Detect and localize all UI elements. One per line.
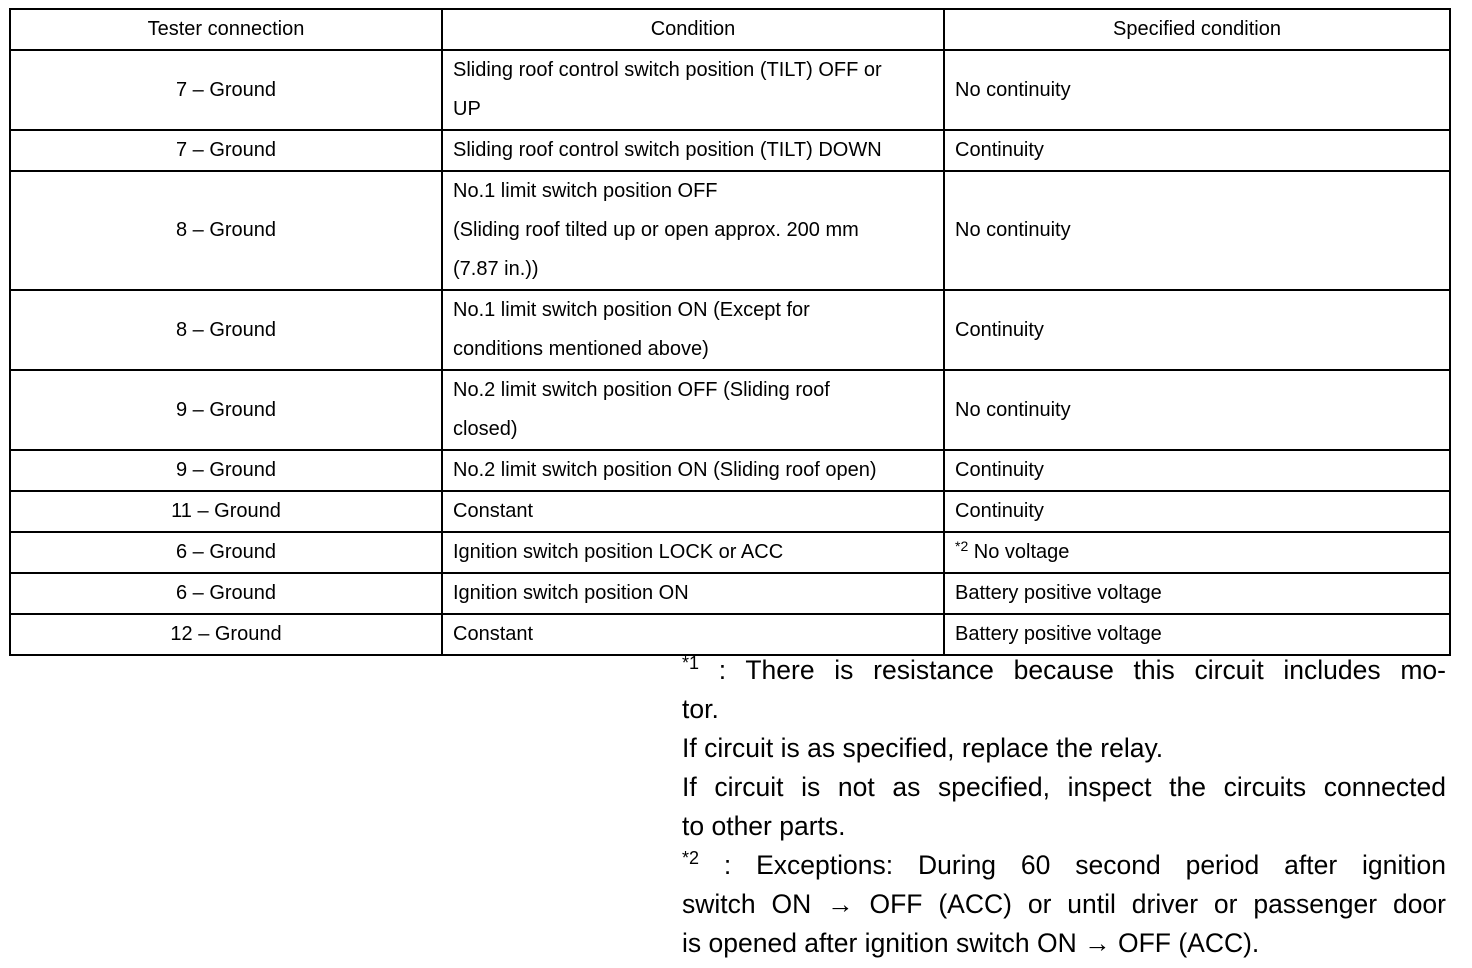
footnote-2-text: : Exceptions: During 60 second period after ignition (699, 850, 1446, 880)
condition-line: No.2 limit switch position ON (Sliding roof open) (453, 459, 877, 481)
header-row (10, 9, 1450, 50)
condition-cell (442, 130, 944, 171)
specified-condition-text: No voltage (968, 541, 1070, 563)
header-specified-condition: Specified condition (944, 9, 1450, 50)
tester-connection-cell: 7 – Ground (10, 130, 442, 171)
table-row (10, 130, 1450, 171)
footnote-1-line (682, 651, 1446, 690)
condition-line: No.1 limit switch position ON (Except for (453, 299, 810, 321)
condition-line: (Sliding roof tilted up or open approx. 200 mm (453, 219, 859, 241)
tester-connection-cell: 9 – Ground (10, 450, 442, 491)
specified-condition-cell: Continuity (944, 290, 1450, 370)
table-row (10, 491, 1450, 532)
table-row (10, 614, 1450, 655)
specified-condition-cell: No continuity (944, 370, 1450, 450)
table-row (10, 290, 1450, 370)
footnote-1-mark: *1 (682, 653, 700, 673)
specified-condition-cell: Continuity (944, 130, 1450, 171)
condition-cell (442, 50, 944, 130)
condition-line: Constant (453, 500, 534, 522)
condition-line: closed) (453, 418, 518, 440)
footnote-ref-2: *2 (955, 538, 969, 554)
footnote-2-mark: *2 (682, 848, 700, 868)
table-row (10, 573, 1450, 614)
instruction-if-specified: If circuit is as specified, replace the relay. (682, 733, 1164, 763)
specified-condition-cell: Battery positive voltage (944, 573, 1450, 614)
tester-connection-cell: 6 – Ground (10, 532, 442, 573)
header-condition: Condition (442, 9, 944, 50)
table-row (10, 532, 1450, 573)
specified-condition-cell: Battery positive voltage (944, 614, 1450, 655)
condition-cell (442, 573, 944, 614)
tester-connection-cell: 11 – Ground (10, 491, 442, 532)
footnote-2-continuation: switch ON → OFF (ACC) or until driver or passenger door (682, 889, 1446, 919)
condition-line: conditions mentioned above) (453, 338, 709, 360)
instruction-if-not-specified: If circuit is not as specified, inspect the circuits connected (682, 772, 1446, 802)
footnotes (682, 651, 1446, 963)
condition-line: No.2 limit switch position OFF (Sliding roof (453, 379, 830, 401)
condition-line: Sliding roof control switch position (TILT) DOWN (453, 139, 882, 161)
condition-line: No.1 limit switch position OFF (453, 180, 718, 202)
condition-line: Ignition switch position ON (453, 582, 689, 604)
table-row (10, 50, 1450, 130)
table-row (10, 370, 1450, 450)
condition-line: Constant (453, 623, 534, 645)
header-tester-connection: Tester connection (10, 9, 442, 50)
tester-connection-cell: 7 – Ground (10, 50, 442, 130)
specified-condition-cell: Continuity (944, 491, 1450, 532)
instruction-if-not-specified-continuation: to other parts. (682, 811, 846, 841)
specified-condition-cell: Continuity (944, 450, 1450, 491)
tester-connection-cell: 12 – Ground (10, 614, 442, 655)
table-row (10, 171, 1450, 290)
condition-line: (7.87 in.)) (453, 258, 539, 280)
condition-cell (442, 532, 944, 573)
condition-cell (442, 171, 944, 290)
condition-cell (442, 614, 944, 655)
condition-line: Sliding roof control switch position (TILT) OFF or (453, 59, 882, 81)
condition-line: UP (453, 98, 481, 120)
condition-line: Ignition switch position LOCK or ACC (453, 541, 784, 563)
condition-cell (442, 491, 944, 532)
table-row (10, 450, 1450, 491)
tester-connection-cell: 6 – Ground (10, 573, 442, 614)
specified-condition-cell (944, 532, 1450, 573)
tester-connection-cell: 8 – Ground (10, 290, 442, 370)
condition-cell (442, 370, 944, 450)
specified-condition-cell: No continuity (944, 171, 1450, 290)
footnote-1-continuation: tor. (682, 694, 719, 724)
condition-cell (442, 450, 944, 491)
footnote-2-line (682, 846, 1446, 885)
footnote-2-final-line: is opened after ignition switch ON → OFF (ACC). (682, 928, 1260, 958)
specified-condition-cell: No continuity (944, 50, 1450, 130)
continuity-spec-table (9, 8, 1451, 656)
condition-cell (442, 290, 944, 370)
tester-connection-cell: 8 – Ground (10, 171, 442, 290)
footnote-1-text: : There is resistance because this circuit includes mo- (699, 655, 1446, 685)
tester-connection-cell: 9 – Ground (10, 370, 442, 450)
